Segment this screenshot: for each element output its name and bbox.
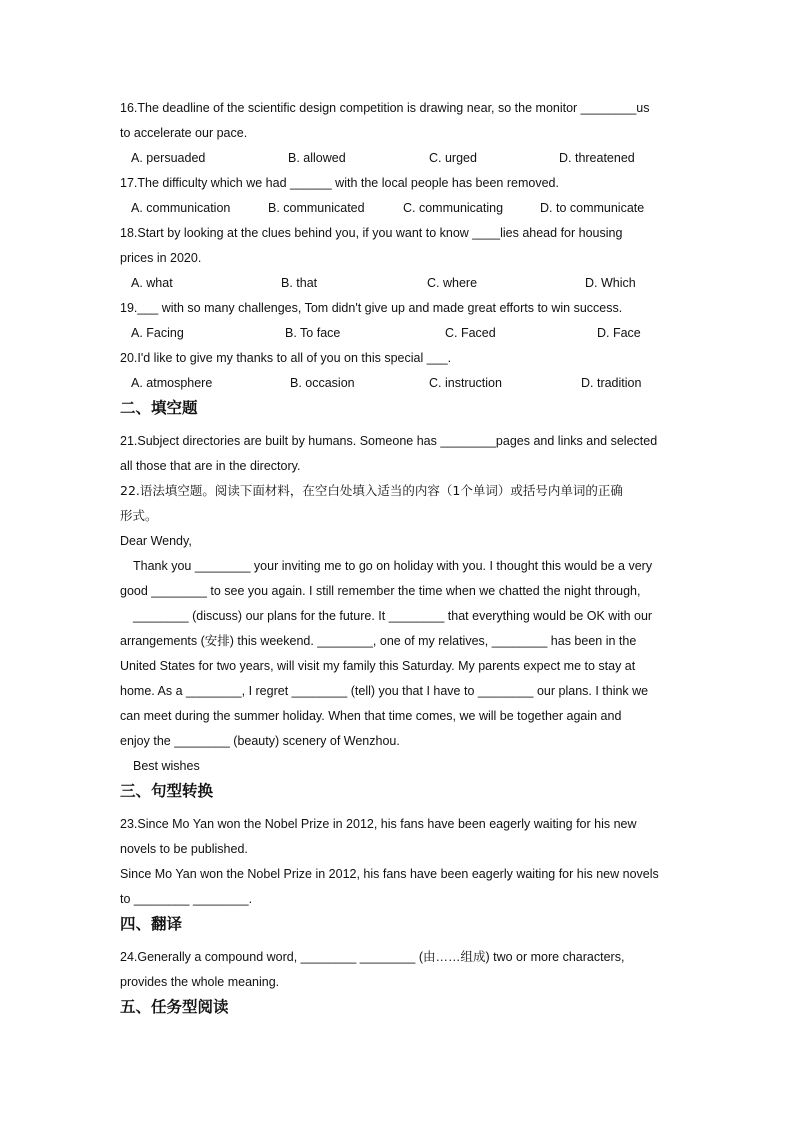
question-22-instruction-cont: 形式。 [120,508,158,523]
question-16-stem: 16.The deadline of the scientific design competition is drawing near, so the monitor ________us [120,101,650,115]
question-17-option-a: A. communication [131,201,231,215]
question-19-option-b: B. To face [285,326,341,340]
question-24-stem-cont: provides the whole meaning. [120,975,280,989]
question-20-stem: 20.I'd like to give my thanks to all of you on this special ___. [120,351,452,365]
question-18-option-d: D. Which [585,276,636,290]
question-23-stem-cont: novels to be published. [120,842,248,856]
question-16-option-c: C. urged [429,151,477,165]
question-19-stem: 19.___ with so many challenges, Tom didn't give up and made great efforts to win success. [120,301,623,315]
letter-line: good ________ to see you again. I still remember the time when we chatted the night through, [120,584,641,598]
question-16-option-b: B. allowed [288,151,346,165]
question-16-option-d: D. threatened [559,151,635,165]
question-23-stem: 23.Since Mo Yan won the Nobel Prize in 2012, his fans have been eagerly waiting for his new [120,817,637,831]
question-16-stem-cont: to accelerate our pace. [120,126,248,140]
section-heading-task-reading: 五、任务型阅读 [120,998,229,1016]
question-19-option-c: C. Faced [445,326,496,340]
letter-line: arrangements (安排) this weekend. ________, one of my relatives, ________ has been in the [120,634,637,648]
letter-line: ________ (discuss) our plans for the future. It ________ that everything would be OK with our [133,609,653,623]
question-17-option-b: B. communicated [268,201,365,215]
letter-line: Thank you ________ your inviting me to go on holiday with you. I thought this would be a very [133,559,653,573]
question-18-stem-cont: prices in 2020. [120,251,202,265]
question-23-rewrite: Since Mo Yan won the Nobel Prize in 2012, his fans have been eagerly waiting for his new novels [120,867,659,881]
question-16-option-a: A. persuaded [131,151,206,165]
letter-line: United States for two years, will visit my family this Saturday. My parents expect me to stay at [120,659,636,673]
question-18-stem: 18.Start by looking at the clues behind you, if you want to know ____lies ahead for housing [120,226,623,240]
question-19-option-a: A. Facing [131,326,184,340]
section-heading-translation: 四、翻译 [120,915,183,933]
question-17-option-d: D. to communicate [540,201,645,215]
letter-greeting: Dear Wendy, [120,534,192,548]
question-24-stem: 24.Generally a compound word, ________ ________ (由……组成) two or more characters, [120,950,625,964]
section-heading-fill-in: 二、填空题 [120,399,198,417]
section-heading-sentence-transformation: 三、句型转换 [120,782,214,800]
question-18-option-a: A. what [131,276,173,290]
question-18-option-b: B. that [281,276,318,290]
letter-line: can meet during the summer holiday. When that time comes, we will be together again and [120,709,622,723]
question-22-instruction: 22.语法填空题。阅读下面材料，在空白处填入适当的内容（1个单词）或括号内单词的正确 [120,483,623,498]
question-20-option-a: A. atmosphere [131,376,213,390]
question-17-stem: 17.The difficulty which we had ______ with the local people has been removed. [120,176,559,190]
question-23-rewrite-cont: to ________ ________. [120,892,253,906]
letter-closing: Best wishes [133,759,200,773]
question-20-option-b: B. occasion [290,376,355,390]
letter-line: home. As a ________, I regret ________ (tell) you that I have to ________ our plans. I think we [120,684,649,698]
question-21-stem-cont: all those that are in the directory. [120,459,301,473]
question-21-stem: 21.Subject directories are built by humans. Someone has ________pages and links and selected [120,434,658,448]
question-20-option-c: C. instruction [429,376,502,390]
question-19-option-d: D. Face [597,326,641,340]
question-18-option-c: C. where [427,276,478,290]
letter-line: enjoy the ________ (beauty) scenery of Wenzhou. [120,734,400,748]
question-20-option-d: D. tradition [581,376,642,390]
question-17-option-c: C. communicating [403,201,504,215]
